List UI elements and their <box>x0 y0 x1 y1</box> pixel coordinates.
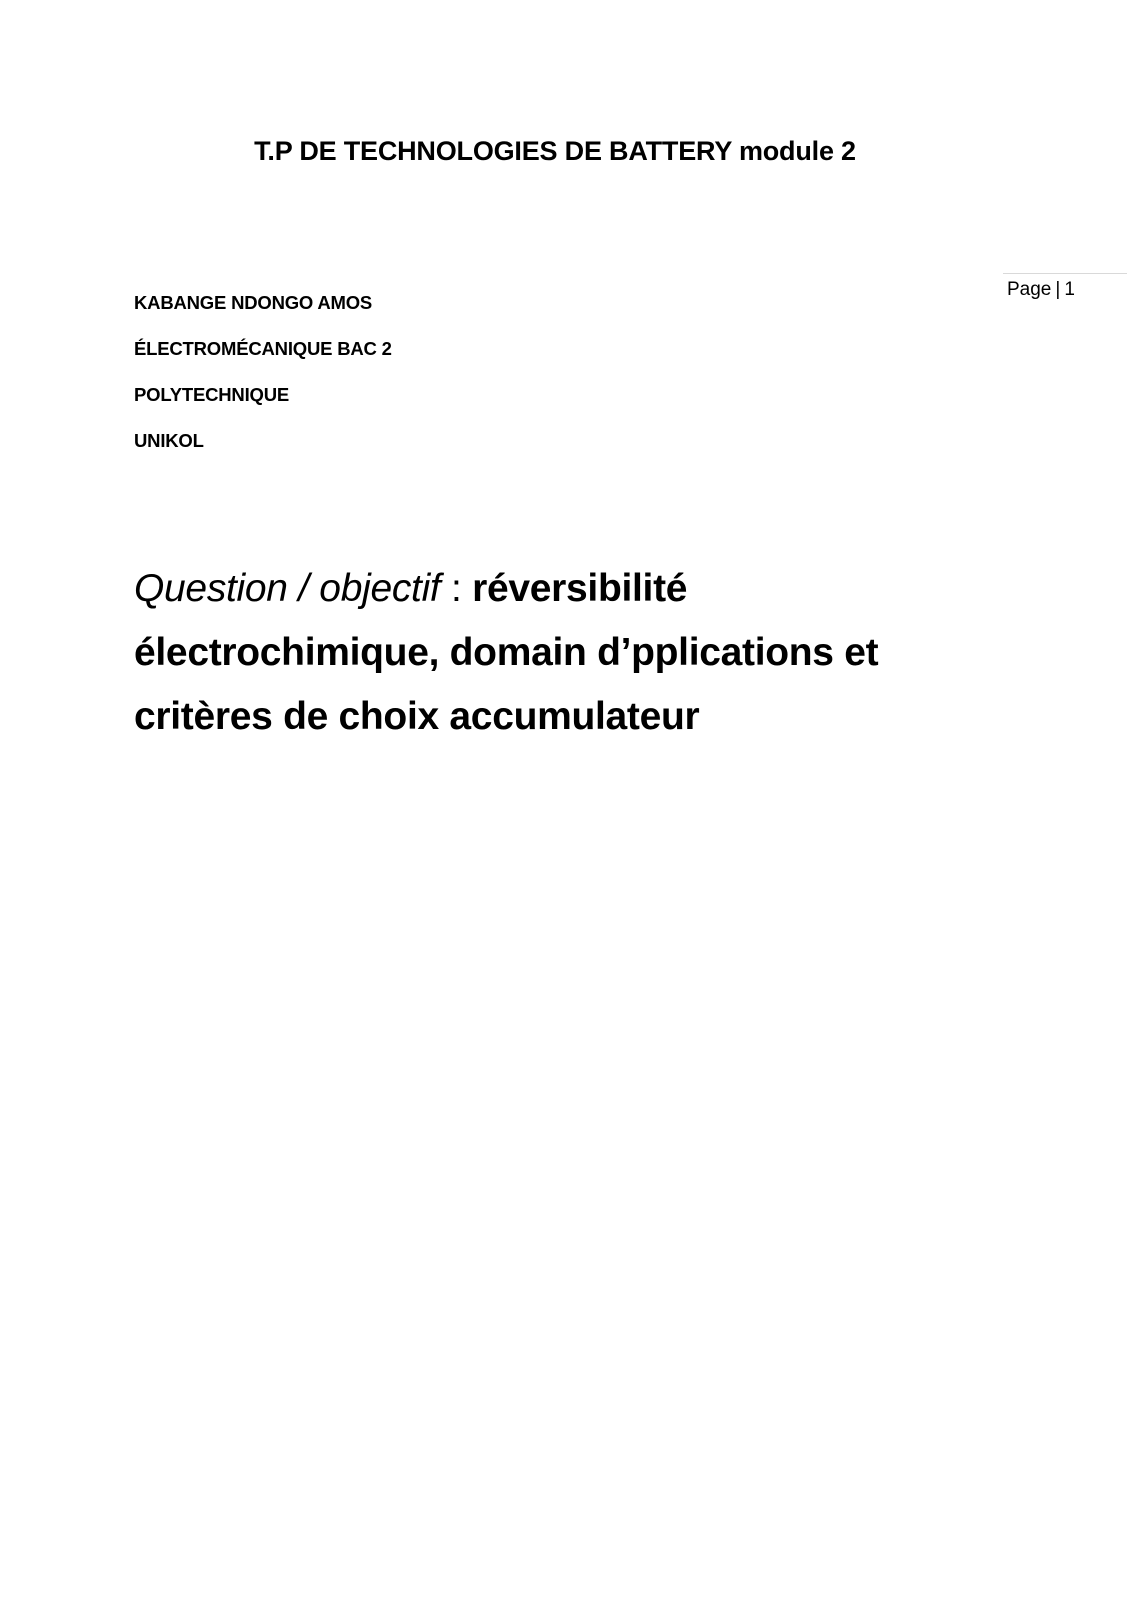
author-info-block <box>134 293 392 477</box>
author-university: UNIKOL <box>134 430 204 451</box>
author-faculty: POLYTECHNIQUE <box>134 384 290 405</box>
question-colon: : <box>440 567 473 610</box>
author-name: KABANGE NDONGO AMOS <box>134 292 373 313</box>
question-label: Question / objectif <box>134 567 441 610</box>
page-label: Page <box>1007 279 1052 300</box>
page-separator: | <box>1055 279 1061 300</box>
question-text: réversibilité électrochimique, domain d’pplications et critères de choix accumulateur <box>134 567 879 738</box>
author-program: ÉLECTROMÉCANIQUE BAC 2 <box>134 338 392 359</box>
header-divider <box>1003 273 1127 274</box>
document-title: T.P DE TECHNOLOGIES DE BATTERY module 2 <box>254 136 856 166</box>
page-number-indicator <box>1007 279 1075 301</box>
question-objective <box>134 557 964 749</box>
page-number: 1 <box>1064 279 1075 300</box>
